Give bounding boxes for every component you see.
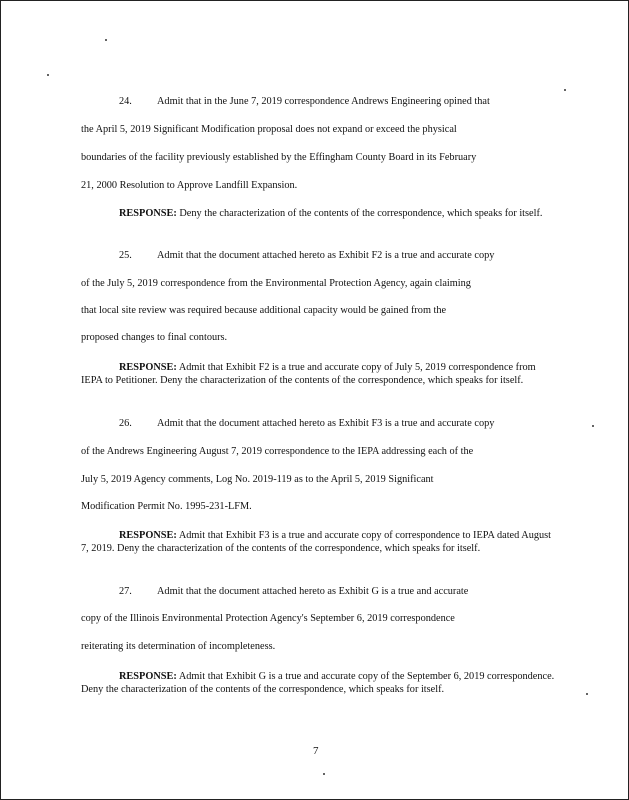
paragraph-26-line-2: of the Andrews Engineering August 7, 2019 correspondence to the IEPA addressing each of the (81, 446, 474, 457)
paragraph-text: Admit that the document attached hereto as Exhibit F2 is a true and accurate copy (157, 250, 495, 261)
response-label: RESPONSE: (119, 362, 177, 373)
scan-speck (47, 74, 49, 76)
paragraph-24-line-3: boundaries of the facility previously established by the Effingham County Board in its February (81, 152, 477, 163)
response-27 (81, 670, 559, 696)
paragraph-number: 24. (119, 96, 132, 107)
response-25 (81, 361, 559, 387)
paragraph-text: Admit that the document attached hereto as Exhibit F3 is a true and accurate copy (157, 418, 495, 429)
response-24 (81, 207, 559, 220)
paragraph-27-line-2: copy of the Illinois Environmental Protection Agency's September 6, 2019 correspondence (81, 613, 455, 624)
paragraph-27-line-3: reiterating its determination of incompleteness. (81, 641, 276, 652)
response-label: RESPONSE: (119, 208, 177, 219)
paragraph-25-line-3: that local site review was required because additional capacity would be gained from the (81, 305, 447, 316)
paragraph-24-line-4: 21, 2000 Resolution to Approve Landfill Expansion. (81, 180, 298, 191)
paragraph-25-line-1 (81, 250, 494, 261)
response-26 (81, 529, 559, 555)
paragraph-number: 26. (119, 418, 132, 429)
page-number: 7 (313, 745, 319, 757)
paragraph-number: 27. (119, 586, 132, 597)
paragraph-text: Admit that the document attached hereto as Exhibit G is a true and accurate (157, 586, 469, 597)
scan-speck (592, 425, 594, 427)
paragraph-26-line-4: Modification Permit No. 1995-231-LFM. (81, 501, 252, 512)
paragraph-27-line-1 (81, 586, 468, 597)
scan-speck (586, 693, 588, 695)
response-text: Admit that Exhibit G is a true and accurate copy of the September 6, 2019 correspondence. Deny the characterization of the contents of the correspondence, which speaks for itself. (81, 671, 555, 695)
response-text: Admit that Exhibit F2 is a true and accurate copy of July 5, 2019 correspondence from IEPA to Petitioner. Deny the characterization of the contents of the correspondence, which speaks for itself. (81, 362, 536, 386)
response-text: Admit that Exhibit F3 is a true and accurate copy of correspondence to IEPA dated August 7, 2019. Deny the characterization of the contents of the correspondence, which speaks for itself. (81, 530, 552, 554)
response-text: Deny the characterization of the contents of the correspondence, which speaks for itself. (179, 208, 543, 219)
paragraph-24-line-2: the April 5, 2019 Significant Modification proposal does not expand or exceed the physical (81, 124, 457, 135)
response-label: RESPONSE: (119, 671, 177, 682)
paragraph-number: 25. (119, 250, 132, 261)
response-label: RESPONSE: (119, 530, 177, 541)
paragraph-26-line-3: July 5, 2019 Agency comments, Log No. 2019-119 as to the April 5, 2019 Significant (81, 474, 434, 485)
paragraph-25-line-2: of the July 5, 2019 correspondence from the Environmental Protection Agency, again claiming (81, 278, 471, 289)
paragraph-25-line-4: proposed changes to final contours. (81, 332, 228, 343)
paragraph-26-line-1 (81, 418, 494, 429)
paragraph-text: Admit that in the June 7, 2019 correspondence Andrews Engineering opined that (157, 96, 490, 107)
scan-speck (564, 89, 566, 91)
scan-speck (323, 773, 325, 775)
paragraph-24-line-1 (81, 96, 490, 107)
scan-speck (105, 39, 107, 41)
